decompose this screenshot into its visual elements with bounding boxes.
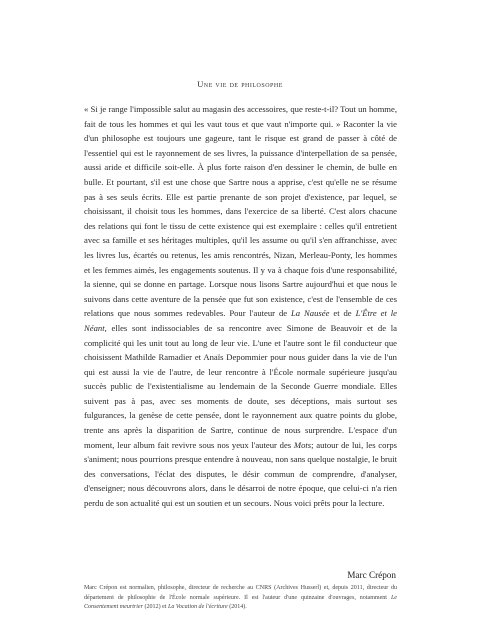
paragraph-text: ; autour de lui, les corps s'animent; nous pourrions presque entendre à nouveau, non sans quelque nostalgie, le bruit des conversations, l'éclat des disputes, le désir commun de comprendre, d'analyser, d'enseigner; nous découvrons alors, dans le désarroi de notre époque, que celui-ci n'a rien perdu de son actualité qui est un soutien et un secours. Nous voici prêts pour la lecture. [84, 439, 397, 509]
page-title: Une vie de philosophe [197, 79, 283, 89]
main-paragraph [84, 102, 397, 511]
author-name: Marc Crépon [347, 570, 396, 580]
bio-book-title: La Vocation de l'écriture [167, 604, 228, 611]
book-title: Mots [293, 439, 312, 450]
paragraph-text: , elles sont indissociables de sa rencontre avec Simone de Beauvoir et de la complicité qui les unit tout au long de leur vie. L'une et l'autre sont le fil conducteur que choisissent Mathilde Ramadier et Anaïs Depommier pour nous guider dans la vie de l'un qui est aussi la vie de l'autre, de leur rencontre à l'École normale supérieure jusqu'au succès public de l'existentialisme au lendemain de la Seconde Guerre mondiale. Elles suivent pas à pas, avec ses moments de doute, ses déceptions, mais surtout ses fulgurances, la genèse de cette pensée, dont le rayonnement aux quatre points du globe, trente ans après la disparition de Sartre, continue de nous surprendre. L'espace d'un moment, leur album fait revivre sous nos yeux l'auteur des [84, 322, 397, 450]
book-title: La Nausée [291, 308, 330, 319]
book-title: L'Être et le Néant [84, 308, 398, 333]
bio-text: (2012) et [144, 604, 167, 611]
paragraph-text: et de [333, 308, 352, 319]
bio-book-title: Le Consentement meurtrier [84, 594, 397, 611]
author-bio [84, 584, 397, 613]
bio-text: Marc Crépon est normalien, philosophe, directeur de recherche au CNRS (Archives Husserl) et, depuis 2011, directeur du département de philosophie de l'École normale supérieure. Il est l'auteur d'une quinzaine d'ouvrages, notamment [84, 585, 397, 601]
bio-text: (2014). [229, 604, 247, 611]
paragraph-text: « Si je range l'impossible salut au magasin des accessoires, que reste-t-il? Tout un homme, fait de tous les hommes et qui les vaut tous et que vaut n'importe qui. » Raconter la vie d'un philosophe est toujours une gageure, tant le risque est grand de passer à côté de l'essentiel qui est le rayonnement de ses livres, la puissance d'interpellation de sa pensée, aussi aride et difficile soit-elle. À plus forte raison d'en dessiner le chemin, de bulle en bulle. Et pourtant, s'il est une chose que Sartre nous a apprise, c'est qu'elle ne se résume pas à ses seuls écrits. Elle est partie prenante de son projet d'existence, par lequel, se choisissant, il choisit tous les hommes, dans l'exercice de sa liberté. C'est alors chacune des relations qui font le tissu de cette existence qui est exemplaire : celles qu'il entretient avec sa famille et ses héritages multiples, qu'il les assume ou qu'il s'en affranchisse, avec les livres lus, écartés ou retenus, les amis rencontrés, Nizan, Merleau-Ponty, les hommes et les femmes aimés, les engagements soutenus. Il y va à chaque fois d'une responsabilité, la sienne, qui se donne en partage. Lorsque nous lisons Sartre aujourd'hui et que nous le suivons dans cette aventure de la pensée que fut son existence, c'est de l'ensemble de ces relations que nous sommes redevables. Pour l'auteur de [84, 104, 397, 319]
